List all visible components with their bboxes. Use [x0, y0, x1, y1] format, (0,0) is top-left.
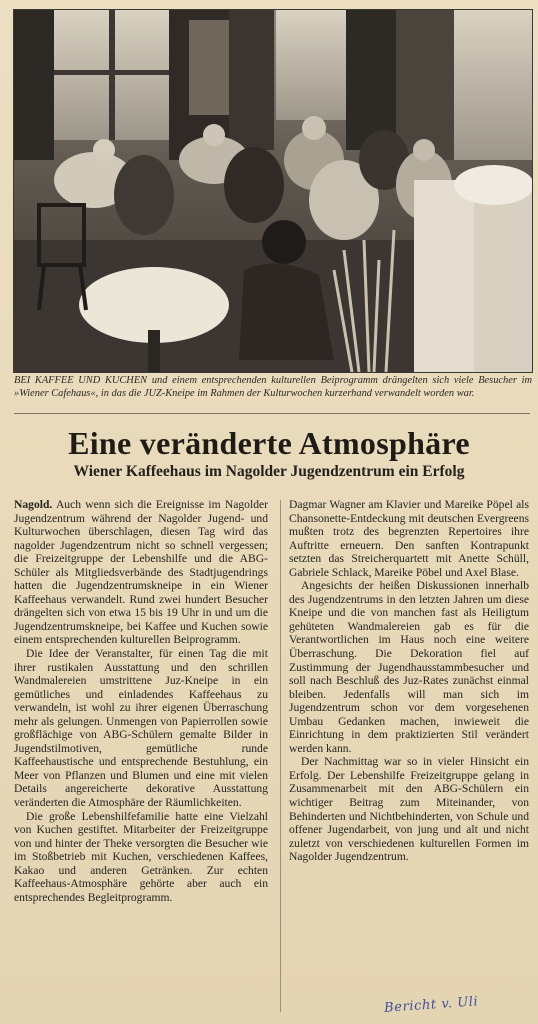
cafe-photo: [13, 9, 533, 373]
headline: Eine veränderte Atmosphäre: [68, 425, 470, 461]
handwritten-note: Bericht v. Uli: [383, 994, 479, 1016]
paragraph-text: Auch wenn sich die Ereignisse im Nagolder Jugendzentrum während der Nagolder Jugend- und Kulturwochen überschlagen, diesen Tag wird das nagolder Jugendzentrum nicht so schnell vergessen; die Freizeitgruppe der Lebenshilfe und die ABG-Schüler als Mitgliedsverbände des Stadtjugendrings hatten die Jugendzentrumskneipe in ein Wiener Kaffeehaus verwandelt. Rund zwei hundert Besucher drängelten sich von etwa 15 bis 19 Uhr in und um die Jugendzentrumskneipe, bei Kaffee und Kuchen sowie einem entsprechenden kulturellen Beiprogramm.: [14, 498, 269, 647]
column-divider: [280, 500, 281, 1012]
article-column-left: [14, 498, 268, 904]
dateline: Nagold.: [14, 498, 53, 511]
paragraph: Dagmar Wagner am Klavier und Mareike Pöpel als Chansonette-Entdeckung mit deutschen Evergreens mußten trotz des begrenzten Repertoires ihre Auftritte erneuern. Den sanften Kontrapunkt setzten das Streicherquartett mit Anette Schüll, Gabriele Schlack, Mareike Pöbel und Axel Blase.: [289, 498, 529, 579]
cafe-photo-icon: [14, 10, 532, 372]
divider: [14, 413, 530, 414]
subheadline: Wiener Kaffeehaus im Nagolder Jugendzentrum ein Erfolg: [73, 463, 465, 480]
article-column-right: [289, 498, 529, 864]
paragraph: Die große Lebenshilfefamilie hatte eine Vielzahl von Kuchen gestiftet. Mitarbeiter der Freizeitgruppe von und hinter der Theke versorgten die Besucher wie im Stoßbetrieb mit Kuchen, verschiedenen Kaffees, Kakao und anderen Getränken. Zur echten Kaffeehaus-Atmosphäre gehörte aber auch ein entsprechendes Begleitprogramm.: [14, 809, 268, 904]
paragraph: Angesichts der heißen Diskussionen innerhalb des Jugendzentrums in den letzten Jahren um diese Kneipe und die von manchen fast als Heiligtum gehüteten Wandmalereien gab es für die Verantwortlichen im Haus noch eine weitere Überraschung. Die Dekoration fiel auf Zustimmung der Jugendhausstammbesucher und soll nach Beschluß des Juz-Rates zunächst einmal bleiben. Jedenfalls will man sich im Jugendzentrum schon vor dem vorgesehenen Umbau Gedanken machen, inwieweit die Einrichtung in dem praktizierten Stil verändert werden kann.: [289, 579, 529, 755]
paragraph: Die Idee der Veranstalter, für einen Tag die mit ihrer rustikalen Ausstattung und den schrillen Wandmalereien umstrittene Juz-Kneipe in ein gemütliches und einladendes Kaffeehaus zu verwandeln, ist wohl zu ihrer eigenen Überraschung mehr als gelungen. Unmengen von Papierrollen sowie großflächige von ABG-Schülern gemalte Bilder in Jugendstilmotiven, gemütliche runde Kaffeehaustische und entsprechende Bestuhlung, ein Meer von Pflanzen und Blumen und eine mit vielen Details angereicherte dekorative Ausstattung veränderten die Atmosphäre der Räumlichkeiten.: [14, 647, 268, 810]
paragraph: [14, 498, 268, 647]
paragraph: Der Nachmittag war so in vieler Hinsicht ein Erfolg. Der Lebenshilfe Freizeitgruppe gelang in Zusammenarbeit mit den ABG-Schülern ein wichtiger Beitrag zum Miteinander, von Behinderten und Nichtbehinderten, von Schule und offener Jugendarbeit, von jung und alt und nicht zuletzt von verschiedenen kulturellen Formen im Nagolder Jugendzentrum.: [289, 755, 529, 864]
photo-caption: BEI KAFFEE UND KUCHEN und einem entsprechenden kulturellen Beiprogramm drängelten sich viele Besucher im »Wiener Cafehaus«, in das die JUZ-Kneipe im Rahmen der Kulturwochen kurzerhand verwandelt worden war.: [14, 375, 532, 399]
